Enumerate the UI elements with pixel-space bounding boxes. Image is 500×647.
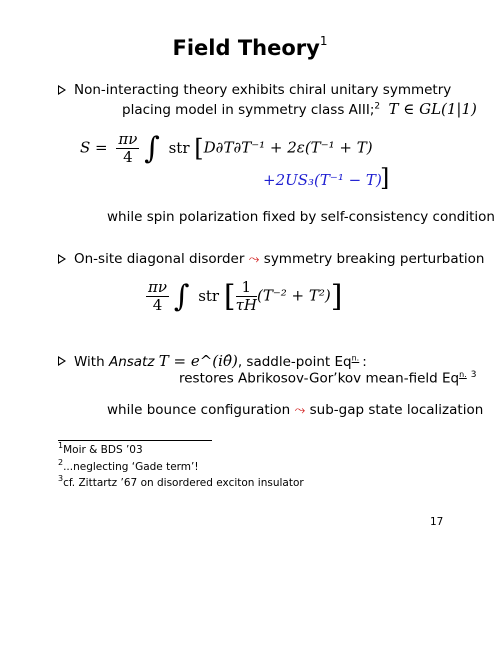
eq1-prefactor-num: πν: [118, 130, 138, 148]
title-footnote-mark: 1: [319, 34, 328, 48]
note2-text-a: while bounce configuration: [107, 402, 291, 418]
note-spin-polarization: while spin polarization fixed by self-consistency condition: [107, 209, 495, 225]
bullet1-line2: [122, 100, 477, 118]
bullet3-ansatz: Ansatz: [108, 354, 155, 370]
footnote-1-text: Moir & BDS ’03: [63, 444, 143, 456]
bullet3-text-a: With: [74, 354, 105, 370]
squiggle-arrow-icon: ⤳: [294, 402, 306, 418]
eq1-line1: D∂T∂T⁻¹ + 2ε(T⁻¹ + T): [203, 138, 373, 157]
note-bounce: [107, 402, 483, 418]
footnote-2: [58, 458, 199, 473]
eq2-prefactor-den: 4: [152, 296, 163, 314]
footnote-1-mark: 1: [58, 441, 64, 450]
bullet3-line2-sup: n.: [459, 370, 467, 379]
bullet1-line2-text: placing model in symmetry class AIII;: [122, 102, 375, 118]
eq2-integral: ∫: [173, 279, 190, 314]
title-text: Field Theory: [172, 36, 320, 60]
note2-text-b: sub-gap state localization: [309, 402, 484, 418]
bullet1-line1: Non-interacting theory exhibits chiral unitary symmetry: [74, 82, 452, 98]
footnote-3-text: cf. Zittartz ’67 on disordered exciton insulator: [63, 477, 304, 489]
eq2-open-bracket: [: [223, 279, 236, 314]
bullet-marker-2: [58, 254, 66, 264]
equation-action: [80, 131, 373, 166]
bullet3-colon: :: [362, 354, 367, 370]
eq1-line2: +2US₃(T⁻¹ − T): [263, 171, 382, 189]
bullet2-text-a: On-site diagonal disorder: [74, 251, 245, 267]
eq2-close-bracket: ]: [330, 279, 343, 314]
eq1-str: str: [168, 138, 190, 157]
eq2-inner-num: 1: [236, 279, 257, 297]
bullet3-line1: [74, 352, 367, 370]
bullet2-text-b: symmetry breaking perturbation: [263, 251, 485, 267]
bullet3-line2-text: restores Abrikosov-Gor’kov mean-field Eq: [179, 370, 460, 387]
eq2-rest: (T⁻² + T²): [256, 286, 331, 305]
squiggle-arrow-icon: ⤳: [248, 251, 260, 267]
bullet3-line2: [179, 370, 477, 387]
footnote-2-mark: 2: [58, 458, 64, 467]
footnote-divider: [58, 440, 212, 441]
bullet1-math: T ∈ GL(1|1): [388, 100, 477, 118]
page-title: [0, 36, 500, 60]
eq2-inner-frac: [236, 279, 257, 314]
eq1-integral: ∫: [144, 131, 160, 166]
bullet3-text-b: , saddle-point Eq: [237, 354, 352, 370]
footnote-3-mark: 3: [58, 474, 64, 483]
eq1-prefactor-den: 4: [123, 148, 133, 166]
eq1-prefactor: [116, 131, 139, 166]
equation-disorder: [146, 279, 342, 314]
page-number: 17: [430, 516, 444, 528]
bullet-marker-1: [58, 85, 66, 95]
bullet2-line: [74, 251, 484, 267]
eq2-prefactor: [146, 279, 169, 314]
bullet3-math: T = e^(iθ̂): [158, 352, 238, 370]
eq1-open-bracket: [: [194, 134, 204, 163]
footnote-3: [58, 474, 304, 489]
footnote-2-text: ...neglecting ‘Gade term’!: [63, 461, 199, 473]
eq1-close-bracket: ]: [380, 164, 390, 192]
bullet1-footnote-mark: 2: [374, 101, 381, 112]
eq2-inner-den: τH: [235, 296, 257, 314]
bullet3-sup: n.: [351, 353, 360, 363]
bullet3-footnote-mark: 3: [470, 370, 477, 380]
eq2-str: str: [198, 286, 220, 305]
bullet-marker-3: [58, 356, 66, 366]
eq1-lhs: S =: [80, 138, 108, 157]
footnote-1: [58, 441, 143, 456]
eq2-prefactor-num: πν: [148, 278, 167, 296]
